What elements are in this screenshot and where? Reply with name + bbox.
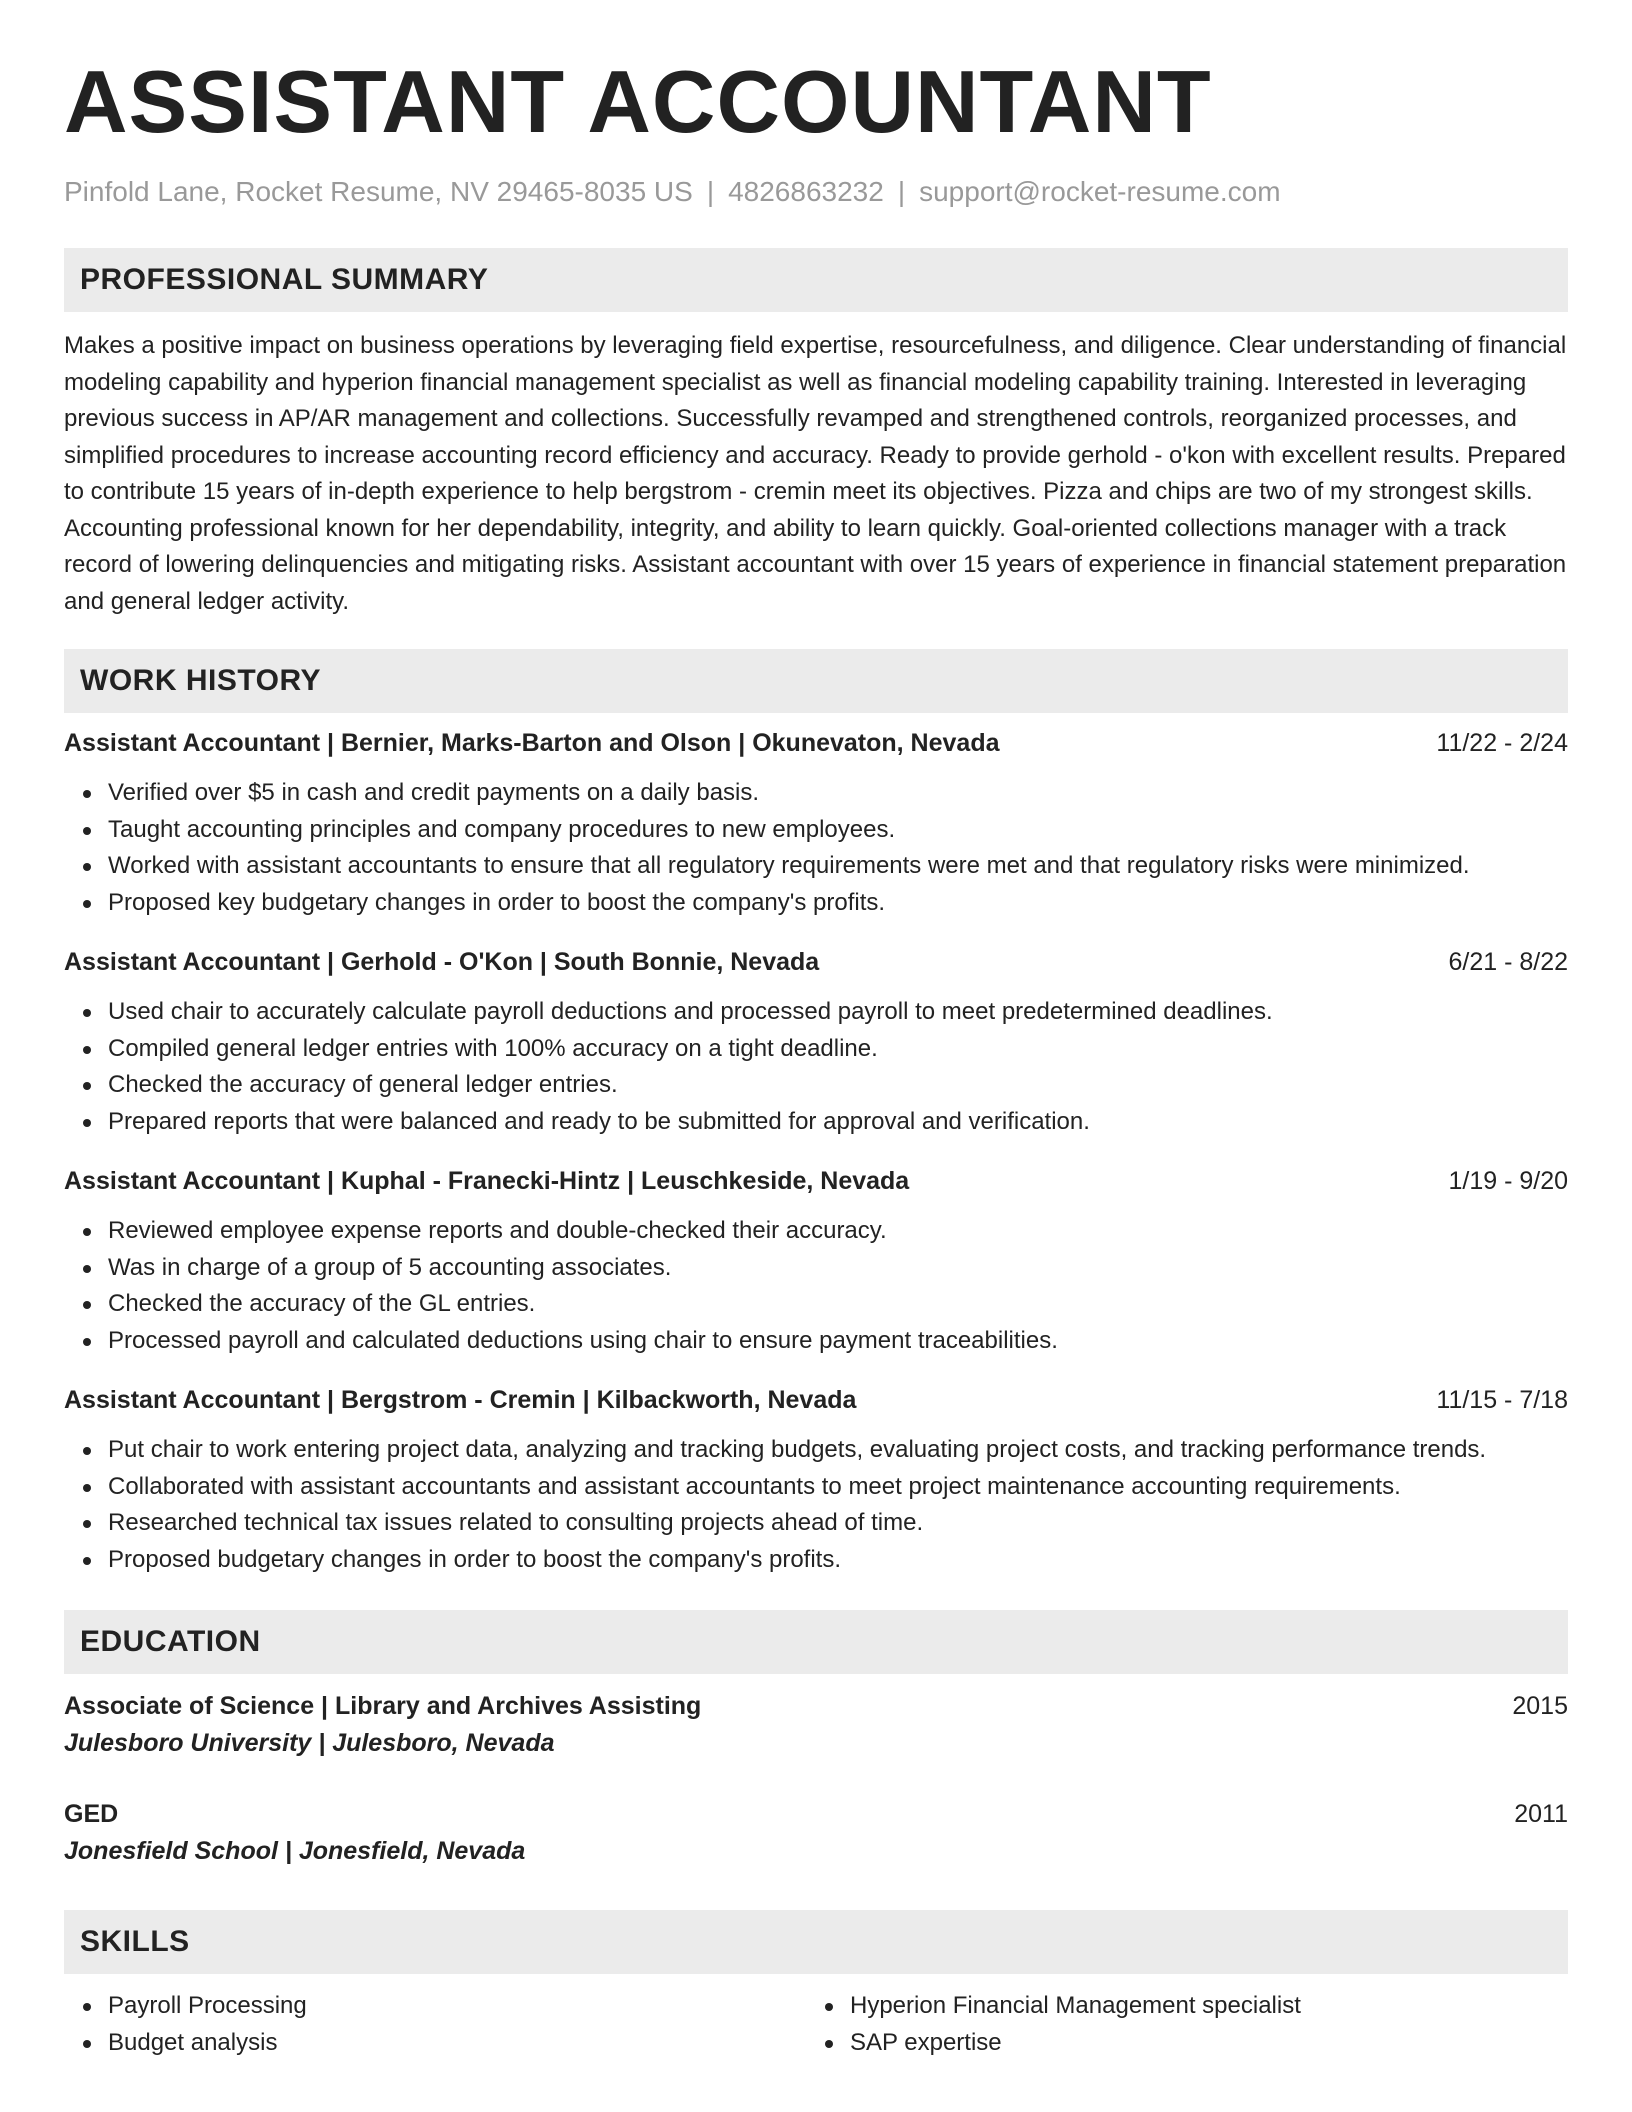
job-bullets (64, 1432, 1568, 1578)
list-item: Put chair to work entering project data, analyzing and tracking budgets, evaluating project costs, and tracking performance trends. (108, 1432, 1568, 1469)
skill-item: SAP expertise (850, 2025, 1548, 2062)
job-header (64, 725, 1568, 761)
job-entry (64, 1163, 1568, 1359)
list-item: Proposed budgetary changes in order to boost the company's profits. (108, 1542, 1568, 1579)
skills-list (64, 1988, 806, 2061)
job-entry (64, 725, 1568, 921)
list-item: Collaborated with assistant accountants and assistant accountants to meet project maintenance accounting requirements. (108, 1469, 1568, 1506)
skills-column-left (64, 1988, 806, 2061)
job-header (64, 944, 1568, 980)
job-bullets (64, 775, 1568, 921)
list-item: Prepared reports that were balanced and ready to be submitted for approval and verification. (108, 1104, 1568, 1141)
list-item: Proposed key budgetary changes in order to boost the company's profits. (108, 885, 1568, 922)
skill-item: Payroll Processing (108, 1988, 806, 2025)
education-school: Julesboro University | Julesboro, Nevada (64, 1729, 555, 1757)
job-title: Assistant Accountant | Bernier, Marks-Barton and Olson | Okunevaton, Nevada (64, 729, 1000, 757)
list-item: Checked the accuracy of the GL entries. (108, 1286, 1568, 1323)
job-title: Assistant Accountant | Gerhold - O'Kon | South Bonnie, Nevada (64, 948, 820, 976)
job-dates: 11/22 - 2/24 (1436, 729, 1568, 757)
section-header-work-history: WORK HISTORY (64, 649, 1568, 713)
contact-email: support@rocket-resume.com (919, 176, 1281, 207)
job-entry (64, 944, 1568, 1140)
contact-phone: 4826863232 (728, 176, 884, 207)
list-item: Used chair to accurately calculate payroll deductions and processed payroll to meet predetermined deadlines. (108, 994, 1568, 1031)
list-item: Was in charge of a group of 5 accounting associates. (108, 1250, 1568, 1287)
list-item: Researched technical tax issues related to consulting projects ahead of time. (108, 1505, 1568, 1542)
education-degree: GED (64, 1800, 119, 1828)
contact-line (64, 174, 1568, 210)
job-title: Assistant Accountant | Bergstrom - Cremin | Kilbackworth, Nevada (64, 1386, 857, 1414)
contact-address: Pinfold Lane, Rocket Resume, NV 29465-8035 US (64, 176, 693, 207)
list-item: Checked the accuracy of general ledger entries. (108, 1067, 1568, 1104)
list-item: Worked with assistant accountants to ensure that all regulatory requirements were met and that regulatory risks were minimized. (108, 848, 1568, 885)
job-entry (64, 1382, 1568, 1578)
section-header-education: EDUCATION (64, 1610, 1568, 1674)
job-header (64, 1382, 1568, 1418)
education-entry (64, 1796, 1568, 1870)
job-dates: 1/19 - 9/20 (1448, 1167, 1568, 1195)
contact-separator: | (897, 176, 906, 207)
education-degree: Associate of Science | Library and Archives Assisting (64, 1692, 702, 1720)
resume-page (64, 0, 1568, 2061)
job-bullets (64, 994, 1568, 1140)
summary-text: Makes a positive impact on business operations by leveraging field expertise, resourcefulness, and diligence. Clear understanding of financial modeling capability and hyperion financial management specialist as well as financial modeling capability training. Interested in leveraging previous success in AP/AR management and collections. Successfully revamped and strengthened controls, reorganized processes, and simplified procedures to increase accounting record efficiency and accuracy. Ready to provide gerhold - o'kon with excellent results. Prepared to contribute 15 years of in-depth experience to help bergstrom - cremin meet its objectives. Pizza and chips are two of my strongest skills. Accounting professional known for her dependability, integrity, and ability to learn quickly. Goal-oriented collections manager with a track record of lowering delinquencies and mitigating risks. Assistant accountant with over 15 years of experience in financial statement preparation and general ledger activity. (64, 332, 1567, 615)
skills-column-right (806, 1988, 1548, 2061)
job-title: Assistant Accountant | Kuphal - Franecki-Hintz | Leuschkeside, Nevada (64, 1167, 910, 1195)
skills-grid (64, 1988, 1568, 2061)
list-item: Taught accounting principles and company procedures to new employees. (108, 812, 1568, 849)
list-item: Compiled general ledger entries with 100% accuracy on a tight deadline. (108, 1031, 1568, 1068)
education-entry (64, 1688, 1568, 1762)
section-header-summary: PROFESSIONAL SUMMARY (64, 248, 1568, 312)
job-bullets (64, 1213, 1568, 1359)
job-dates: 11/15 - 7/18 (1436, 1386, 1568, 1414)
list-item: Processed payroll and calculated deductions using chair to ensure payment traceabilities. (108, 1323, 1568, 1360)
job-dates: 6/21 - 8/22 (1448, 948, 1568, 976)
list-item: Verified over $5 in cash and credit payments on a daily basis. (108, 775, 1568, 812)
education-school: Jonesfield School | Jonesfield, Nevada (64, 1837, 526, 1865)
education-header (64, 1688, 1568, 1724)
skills-list (806, 1988, 1548, 2061)
list-item: Reviewed employee expense reports and double-checked their accuracy. (108, 1213, 1568, 1250)
section-header-skills: SKILLS (64, 1910, 1568, 1974)
job-header (64, 1163, 1568, 1199)
resume-name: ASSISTANT ACCOUNTANT (64, 52, 1212, 151)
contact-separator: | (706, 176, 715, 207)
education-year: 2011 (1514, 1800, 1568, 1828)
skill-item: Hyperion Financial Management specialist (850, 1988, 1548, 2025)
education-header (64, 1796, 1568, 1832)
skill-item: Budget analysis (108, 2025, 806, 2062)
education-year: 2015 (1512, 1692, 1568, 1720)
